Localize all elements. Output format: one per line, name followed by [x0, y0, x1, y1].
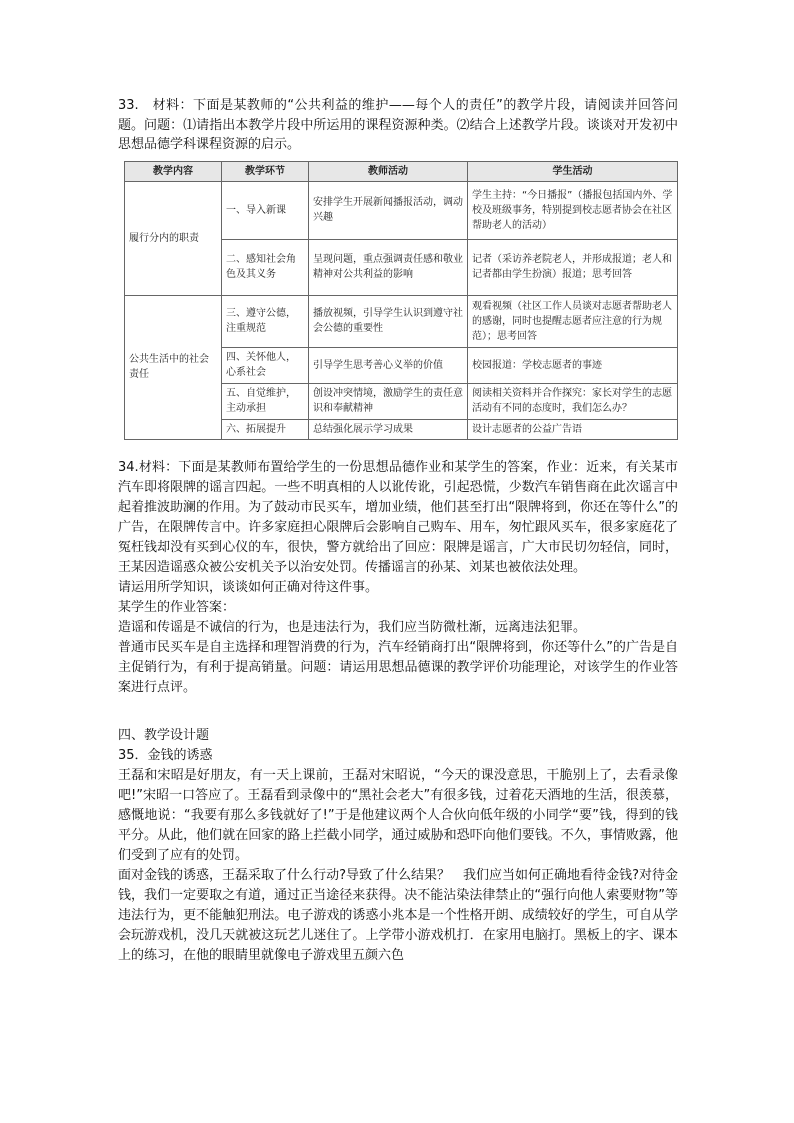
stage-cell: 二、感知社会角色及其义务: [222, 239, 309, 295]
teacher-cell: 创设冲突情境，激励学生的责任意识和奉献精神: [309, 383, 468, 419]
question-34-material: 34.材料：下面是某教师布置给学生的一份思想品德作业和某学生的答案，作业：近来，有关某市汽车即将限牌的谣言四起。一些不明真相的人以讹传讹，引起恐慌，少数汽车销售商在此次谣言中起着推波助澜的作用。为了鼓动市民买车，增加业绩，他们甚至打出“限牌将到，你还在等什么”的广告，在限牌传言中。许多家庭担心限牌后会影响自己购车、用车，匆忙跟风买车，很多家庭花了冤枉钱却没有买到心仪的车，很快，警方就给出了回应：限牌是谣言，广大市民切勿轻信，同时，王某因造谣惑众被公安机关予以治安处罚。传播谣言的孙某、刘某也被依法处理。: [118, 459, 678, 575]
content-cell: 履行分内的职责: [125, 181, 222, 295]
student-cell: 学生主持：“今日播报”（播报包括国内外、学校及班级事务，特别提到校志愿者协会在社区帮助老人的活动）: [468, 181, 678, 239]
content-cell: 公共生活中的社会责任: [125, 295, 222, 439]
teacher-cell: 播放视频，引导学生认识到遵守社会公德的重要性: [309, 295, 468, 347]
header-stage: 教学环节: [222, 161, 309, 181]
header-content: 教学内容: [125, 161, 222, 181]
answer-label: 某学生的作业答案：: [118, 599, 236, 615]
header-student: 学生活动: [468, 161, 678, 181]
question-35-title: 35．金钱的诱惑: [118, 747, 213, 763]
student-cell: 观看视频（社区工作人员谈对志愿者帮助老人的感谢，同时也提醒志愿者应注意的行为规范）；思考回答: [468, 295, 678, 347]
stage-cell: 四、关怀他人，心系社会: [222, 347, 309, 383]
stage-cell: 三、遵守公德，注重规范: [222, 295, 309, 347]
header-teacher: 教师活动: [309, 161, 468, 181]
table-header-row: [125, 161, 678, 181]
spacer: [118, 440, 678, 458]
teacher-cell: 引导学生思考善心义举的价值: [309, 347, 468, 383]
teacher-cell: 呈现问题，重点强调责任感和敬业精神对公共利益的影响: [309, 239, 468, 295]
table-row: [125, 295, 678, 347]
question-35-body: 面对金钱的诱惑，王磊采取了什么行动?导致了什么结果？ 我们应当如何正确地看待金钱?对待金钱，我们一定要取之有道，通过正当途径来获得。决不能沾染法律禁止的“强行向他人索要财物”等违法行为，更不能触犯刑法。电子游戏的诱惑小兆本是一个性格开朗、成绩较好的学生，可自从学会玩游戏机，没几天就被这玩艺儿迷住了。上学带小游戏机打．在家用电脑打。黑板上的字、课本上的练习，在他的眼睛里就像电子游戏里五颜六色: [118, 867, 678, 963]
document-page: [118, 96, 678, 966]
student-cell: 设计志愿者的公益广告语: [468, 419, 678, 439]
teaching-plan-table: [124, 161, 678, 440]
spacer: [118, 698, 678, 726]
teacher-cell: 安排学生开展新闻播报活动，调动兴趣: [309, 181, 468, 239]
stage-cell: 五、自觉维护，主动承担: [222, 383, 309, 419]
student-cell: 校园报道：学校志愿者的事迹: [468, 347, 678, 383]
story-paragraph: 王磊和宋昭是好朋友，有一天上课前，王磊对宋昭说，“今天的课没意思，干脆别上了，去看录像吧!”宋昭一口答应了。王磊看到录像中的“黑社会老大”有很多钱，过着花天酒地的生活，很羡慕，感慨地说：“我要有那么多钱就好了!”于是他建议两个人合伙向低年级的小同学“要”钱，得到的钱平分。从此，他们就在回家的路上拦截小同学，通过威胁和恐吓向他们要钱。不久，事情败露，他们受到了应有的处罚。: [118, 767, 678, 863]
section-heading: 四、教学设计题: [118, 727, 210, 743]
table-row: [125, 181, 678, 239]
student-cell: 记者（采访养老院老人，并形成报道；老人和记者都由学生扮演）报道；思考回答: [468, 239, 678, 295]
stage-cell: 一、导入新课: [222, 181, 309, 239]
answer-paragraph-2: 普通市民买车是自主选择和理智消费的行为，汽车经销商打出“限牌将到，你还等什么”的广告是自主促销行为，有利于提高销量。问题：请运用思想品德课的教学评价功能理论，对该学生的作业答案进行点评。: [118, 639, 678, 695]
question-34-task: 请运用所学知识，谈谈如何正确对待这件事。: [118, 579, 379, 595]
teacher-cell: 总结强化展示学习成果: [309, 419, 468, 439]
answer-paragraph-1: 造谣和传谣是不诚信的行为，也是违法行为，我们应当防微杜渐，远离违法犯罪。: [118, 619, 587, 635]
student-cell: 阅读相关资料并合作探究：家长对学生的志愿活动有不同的态度时，我们怎么办？: [468, 383, 678, 419]
question-33-text: 33. 材料：下面是某教师的“公共利益的维护——每个人的责任”的教学片段，请阅读并回答问题。问题：⑴请指出本教学片段中所运用的课程资源种类。⑵结合上述教学片段。谈谈对开发初中思想品德学科课程资源的启示。: [118, 98, 678, 152]
stage-cell: 六、拓展提升: [222, 419, 309, 439]
